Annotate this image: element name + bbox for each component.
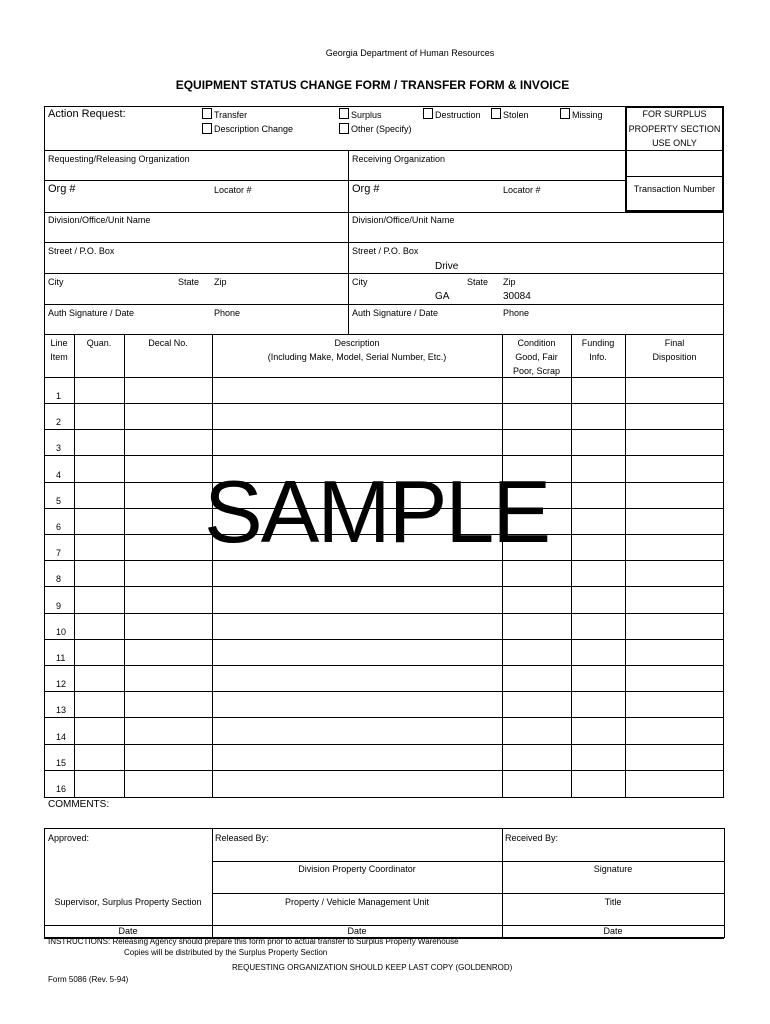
line-item-number: 7: [56, 548, 62, 559]
table-row[interactable]: [44, 770, 724, 796]
stolen-label: Stolen: [503, 110, 529, 120]
line-item-number: 11: [56, 653, 66, 663]
grid-line: [44, 273, 724, 274]
col-cond-header-2: Good, Fair: [515, 352, 558, 362]
line-item-number: 4: [56, 469, 62, 480]
table-row[interactable]: [44, 691, 724, 717]
col-final-header-2: Disposition: [652, 352, 697, 362]
receiving-street-label: Street / P.O. Box: [352, 246, 419, 256]
comments-label: COMMENTS:: [48, 799, 110, 810]
table-row[interactable]: [44, 587, 724, 613]
col-final-header: Final: [664, 338, 685, 348]
grid-line: [44, 180, 625, 181]
grid-line: [44, 304, 724, 305]
col-line-header: Line: [50, 338, 68, 348]
receiving-auth-label: Auth Signature / Date: [352, 308, 439, 318]
col-cond-header: Condition: [517, 338, 556, 348]
line-item-number: 9: [56, 600, 62, 611]
signature-label: Signature: [593, 864, 633, 874]
col-funding-header: Funding: [581, 338, 615, 348]
comments-bottom-line: [44, 828, 724, 829]
requesting-city-label: City: [48, 277, 64, 287]
col-desc-header: Description: [334, 338, 380, 348]
receiving-org-label: Receiving Organization: [352, 154, 446, 164]
requesting-locator-label: Locator #: [214, 185, 252, 195]
title-label: Title: [604, 897, 622, 907]
approval-line: [212, 861, 724, 862]
col-cond-header-3: Poor, Scrap: [512, 366, 561, 376]
requesting-org-number-label: Org #: [48, 183, 76, 195]
approval-line: [212, 893, 724, 894]
instructions-line-2: Copies will be distributed by the Surplus Property Section: [124, 948, 328, 957]
requesting-state-label: State: [178, 277, 200, 287]
receiving-org-number-label: Org #: [352, 183, 380, 195]
approval-divider: [212, 828, 213, 938]
surplus-label: Surplus: [351, 110, 382, 120]
receiving-division-label: Division/Office/Unit Name: [352, 215, 455, 225]
table-row[interactable]: [44, 665, 724, 691]
action-request-label: Action Request:: [48, 108, 126, 120]
approval-divider: [44, 828, 45, 938]
line-item-number: 3: [56, 443, 62, 454]
surplus-box: [625, 106, 724, 212]
missing-checkbox[interactable]: [560, 108, 570, 119]
table-row[interactable]: [44, 639, 724, 665]
receiving-locator-label: Locator #: [503, 185, 541, 195]
approval-divider: [724, 828, 725, 938]
line-item-number: 10: [56, 626, 67, 637]
col-desc-header-2: (Including Make, Model, Serial Number, Etc.): [267, 352, 447, 362]
line-item-number: 6: [56, 522, 62, 532]
requesting-street-label: Street / P.O. Box: [48, 246, 115, 256]
col-funding-header-2: Info.: [589, 352, 607, 362]
destruction-label: Destruction: [435, 110, 481, 120]
transaction-number-label: Transaction Number: [633, 184, 716, 194]
requesting-auth-label: Auth Signature / Date: [48, 308, 135, 318]
receiving-zip-value[interactable]: 30084: [503, 291, 531, 302]
grid-line: [44, 212, 724, 213]
description-change-checkbox[interactable]: [202, 123, 212, 134]
line-item-number: 5: [56, 495, 62, 506]
date-label-1: Date: [118, 926, 138, 936]
sample-watermark: SAMPLE: [204, 462, 550, 561]
released-by-label: Released By:: [215, 833, 269, 843]
division-coordinator-label: Division Property Coordinator: [298, 864, 416, 874]
date-label-3: Date: [603, 926, 623, 936]
col-decal-header: Decal No.: [148, 338, 188, 348]
surplus-divider: [625, 176, 724, 177]
other-checkbox[interactable]: [339, 123, 349, 134]
line-item-number: 15: [56, 757, 67, 768]
description-change-label: Description Change: [214, 124, 294, 134]
stolen-checkbox[interactable]: [491, 108, 501, 119]
table-row[interactable]: [44, 377, 724, 403]
receiving-phone-label: Phone: [503, 308, 530, 318]
col-quan-header: Quan.: [86, 338, 112, 348]
missing-label: Missing: [572, 110, 603, 120]
approved-label: Approved:: [48, 833, 90, 843]
grid-line: [44, 242, 724, 243]
date-label-2: Date: [347, 926, 367, 936]
line-item-number: 14: [56, 731, 67, 742]
table-row[interactable]: [44, 403, 724, 429]
surplus-divider: [625, 150, 724, 151]
table-row[interactable]: [44, 560, 724, 586]
receiving-state-value[interactable]: GA: [435, 291, 450, 302]
instructions-line-1: INSTRUCTIONS: Releasing Agency should prepare this form prior to actual transfer to Surplus Property Warehouse: [48, 937, 459, 946]
other-label: Other (Specify): [351, 124, 412, 134]
line-item-number: 1: [56, 391, 62, 401]
transfer-checkbox[interactable]: [202, 108, 212, 119]
transfer-label: Transfer: [214, 110, 248, 120]
agency-name: Georgia Department of Human Resources: [325, 48, 495, 58]
table-row[interactable]: [44, 429, 724, 455]
requesting-division-label: Division/Office/Unit Name: [48, 215, 151, 225]
form-number: Form 5086 (Rev. 5-94): [48, 975, 129, 984]
approval-divider: [502, 828, 503, 938]
pvmu-label: Property / Vehicle Management Unit: [284, 897, 430, 907]
supervisor-label: Supervisor, Surplus Property Section: [54, 897, 202, 907]
grid-line: [44, 150, 625, 151]
line-item-number: 2: [56, 417, 62, 428]
table-row[interactable]: [44, 744, 724, 770]
form-title: EQUIPMENT STATUS CHANGE FORM / TRANSFER FORM & INVOICE: [175, 78, 570, 92]
grid-line: [44, 334, 724, 335]
line-item-number: 12: [56, 679, 67, 690]
requesting-org-label: Requesting/Releasing Organization: [48, 154, 190, 164]
line-item-number: 16: [56, 784, 67, 794]
receiving-zip-label: Zip: [503, 277, 516, 287]
requesting-phone-label: Phone: [214, 308, 241, 318]
grid-divider: [348, 150, 349, 334]
surplus-line2: PROPERTY SECTION: [628, 124, 721, 134]
receiving-city-label: City: [352, 277, 368, 287]
surplus-checkbox[interactable]: [339, 108, 349, 119]
col-line-header-2: Item: [50, 352, 68, 362]
line-item-number: 8: [56, 574, 62, 585]
received-by-label: Received By:: [505, 833, 559, 843]
surplus-line3: USE ONLY: [652, 138, 697, 148]
table-row[interactable]: [44, 718, 724, 744]
requesting-zip-label: Zip: [214, 277, 227, 287]
table-row[interactable]: [44, 613, 724, 639]
surplus-line1: FOR SURPLUS: [642, 109, 707, 119]
destruction-checkbox[interactable]: [423, 108, 433, 119]
receiving-street-value[interactable]: Drive: [435, 261, 459, 272]
line-item-number: 13: [56, 705, 67, 716]
keep-last-copy-note: REQUESTING ORGANIZATION SHOULD KEEP LAST COPY (GOLDENROD): [232, 963, 513, 972]
receiving-state-label: State: [467, 277, 489, 287]
